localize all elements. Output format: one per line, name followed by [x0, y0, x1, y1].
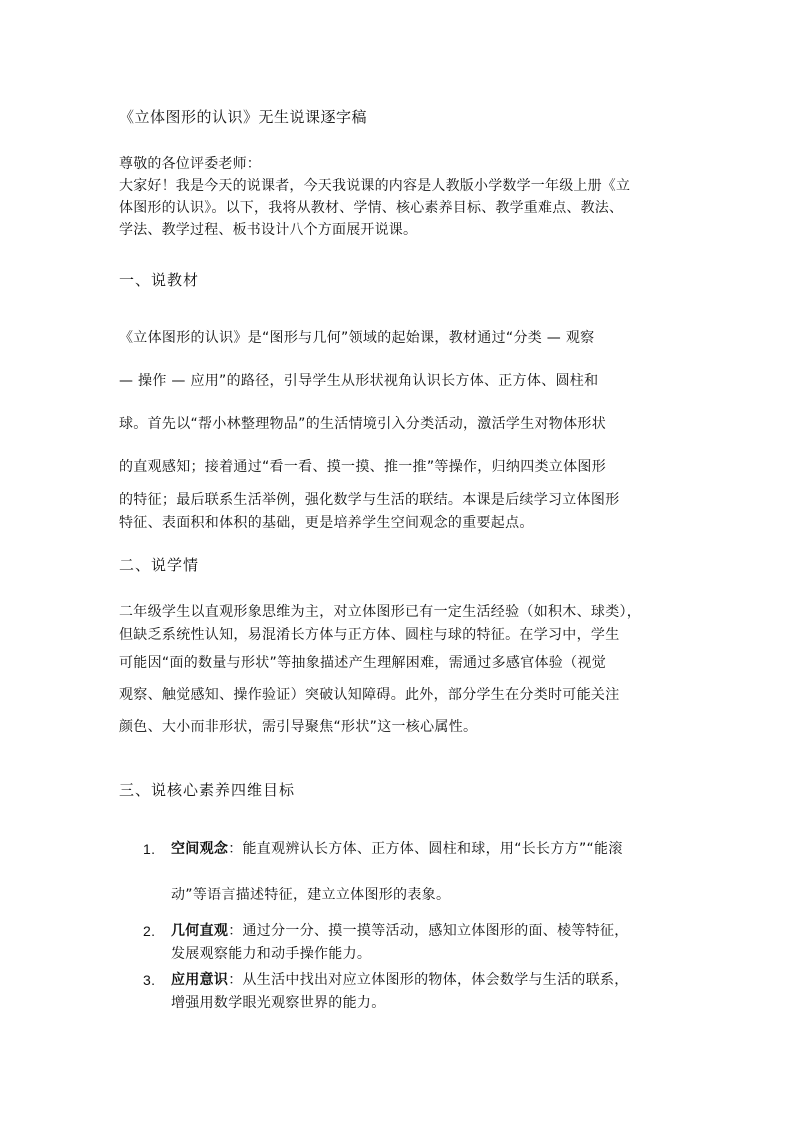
goal-text: 增强用数学眼光观察世界的能力。 — [171, 995, 386, 1011]
goal-item — [143, 969, 679, 1015]
paragraph-line: 但缺乏系统性认知，易混淆长方体与正方体、圆柱与球的特征。在学习中，学生 — [119, 627, 620, 643]
paragraph-line: 可能因“面的数量与形状”等抽象描述产生理解困难，需通过多感官体验（视觉 — [119, 655, 607, 671]
paragraph-line: 二年级学生以直观形象思维为主，对立体图形已有一定生活经验（如积木、球类）， — [119, 604, 642, 620]
paragraph-line: 观察、触觉感知、操作验证）突破认知障碍。此外，部分学生在分类时可能关注 — [119, 687, 620, 703]
goal-item — [143, 826, 679, 918]
section-learners-body — [119, 601, 675, 743]
paragraph-line: — 操作 — 应用”的路径，引导学生从形状视角认识长方体、正方体、圆柱和 — [119, 373, 599, 389]
paragraph-line: 颜色、大小而非形状，需引导聚焦“形状”这一核心属性。 — [119, 719, 478, 735]
goal-text: 发展观察能力和动手操作能力。 — [171, 946, 372, 962]
paragraph-line: 的直观感知；接着通过“看一看、摸一摸、推一推”等操作，归纳四类立体图形 — [119, 459, 607, 475]
goal-text: ：能直观辨认长方体、正方体、圆柱和球，用“长长方方”“能滚 — [228, 841, 623, 857]
section-heading-learners: 二、说学情 — [119, 556, 200, 574]
goal-number: 3. — [143, 972, 156, 988]
intro-line: 体图形的认识》。以下，我将从教材、学情、核心素养目标、教学重难点、教法、 — [119, 200, 624, 216]
goal-number: 2. — [143, 923, 156, 939]
intro-line: 学法、教学过程、板书设计八个方面展开说课。 — [119, 222, 418, 238]
intro-line: 大家好！我是今天的说课者，今天我说课的内容是人教版小学数学一年级上册《立 — [119, 178, 631, 194]
greeting-block — [119, 153, 675, 241]
section-textbook-body — [119, 317, 675, 535]
goal-label: 应用意识 — [171, 972, 229, 988]
goal-text: ：从生活中找出对应立体图形的物体，体会数学与生活的联系， — [228, 972, 629, 988]
document-title: 《立体图形的认识》无生说课逐字稿 — [119, 108, 368, 126]
paragraph-line: 的特征；最后联系生活举例，强化数学与生活的联结。本课是后续学习立体图形 — [119, 492, 620, 508]
paragraph-line: 球。首先以“帮小林整理物品”的生活情境引入分类活动，激活学生对物体形状 — [119, 416, 607, 432]
goals-list — [143, 838, 679, 1015]
goal-item — [143, 920, 679, 966]
section-heading-goals: 三、说核心素养四维目标 — [119, 781, 296, 799]
paragraph-line: 《立体图形的认识》是“图形与几何”领域的起始课，教材通过“分类 — 观察 — [119, 330, 595, 346]
paragraph-line: 特征、表面积和体积的基础，更是培养学生空间观念的重要起点。 — [119, 515, 534, 531]
section-heading-textbook: 一、说教材 — [119, 271, 200, 289]
goal-number: 1. — [143, 841, 156, 857]
goal-label: 几何直观 — [171, 923, 229, 939]
salutation: 尊敬的各位评委老师： — [119, 156, 261, 172]
goal-label: 空间观念 — [171, 841, 229, 857]
goal-text: ：通过分一分、摸一摸等活动，感知立体图形的面、棱等特征， — [228, 923, 629, 939]
goal-text: 动”等语言描述特征，建立立体图形的表象。 — [171, 887, 451, 903]
